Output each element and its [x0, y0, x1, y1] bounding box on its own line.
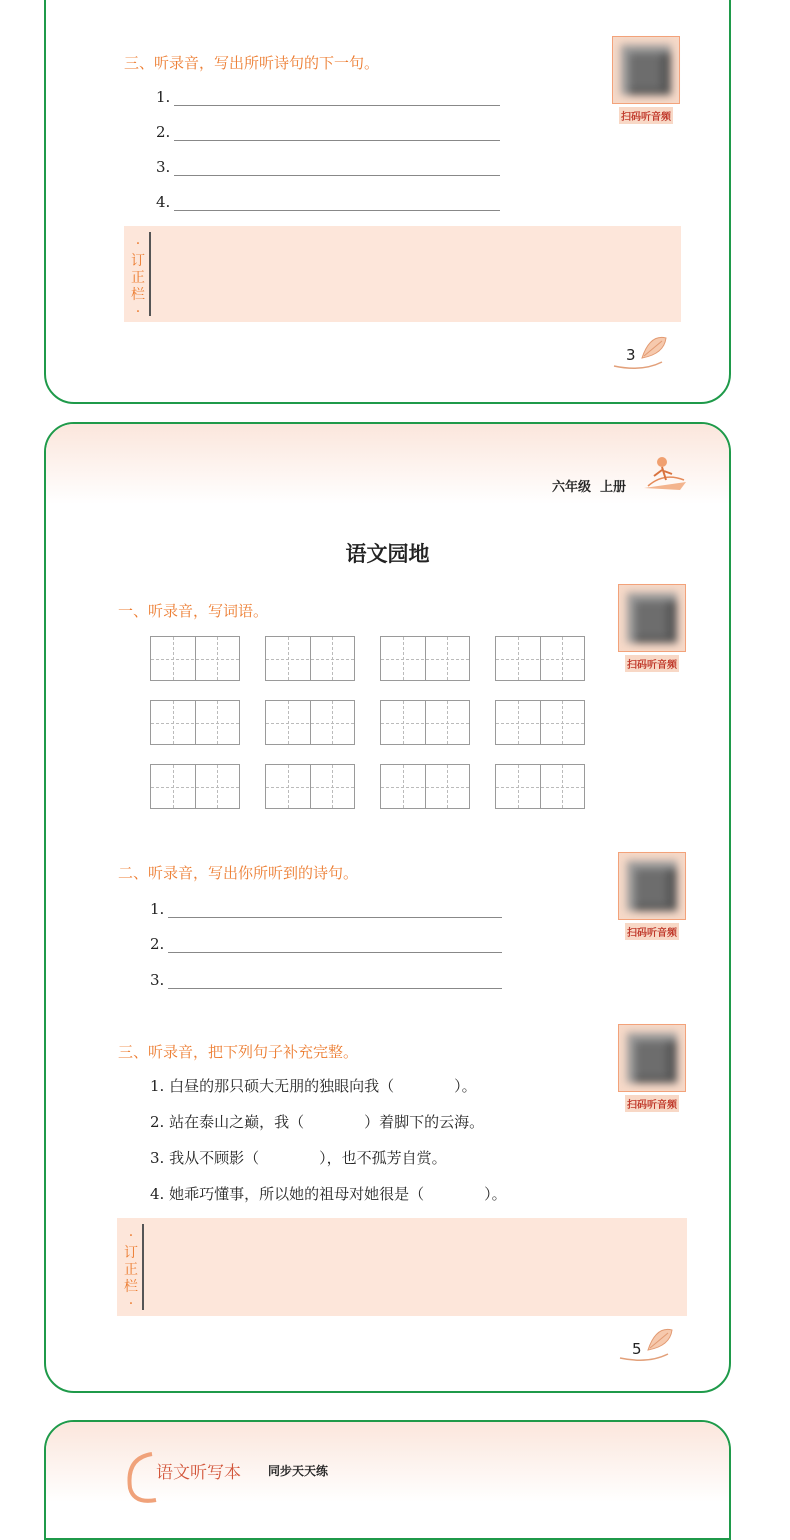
- writing-grid[interactable]: [150, 636, 240, 681]
- brand-subtitle: 同步天天练: [268, 1464, 329, 1478]
- section3-title: 三、听录音，把下列句子补充完整。: [118, 1043, 359, 1061]
- writing-grid[interactable]: [150, 764, 240, 809]
- page-card-3: [44, 0, 731, 404]
- correction-box[interactable]: [117, 1218, 687, 1316]
- writing-grid[interactable]: [265, 764, 355, 809]
- qr-code-audio[interactable]: 扫码听音频: [612, 36, 680, 124]
- brand-title: 语文听写本: [156, 1463, 241, 1483]
- reading-child-icon: [640, 452, 690, 492]
- page-number: 5: [632, 1340, 642, 1358]
- writing-grid[interactable]: [150, 700, 240, 745]
- answer-line[interactable]: 3.: [156, 158, 500, 176]
- qr-code-icon: [627, 861, 677, 911]
- page-card-next: [44, 1420, 731, 1540]
- writing-grid[interactable]: [495, 636, 585, 681]
- qr-code-icon: [627, 593, 677, 643]
- qr-code-icon: [627, 1033, 677, 1083]
- writing-grid[interactable]: [380, 764, 470, 809]
- answer-line[interactable]: 4.: [156, 193, 500, 211]
- fill-blank-sentence[interactable]: 4. 她乖巧懂事，所以她的祖母对她很是（ ）。: [150, 1185, 507, 1203]
- answer-line[interactable]: 2.: [150, 935, 502, 953]
- fill-blank-sentence[interactable]: 3. 我从不顾影（ ），也不孤芳自赏。: [150, 1149, 447, 1167]
- leaf-page-icon: [612, 332, 672, 372]
- writing-grid[interactable]: [265, 700, 355, 745]
- correction-label: ·订正栏·: [131, 236, 145, 320]
- correction-box[interactable]: [124, 226, 681, 322]
- page-number: 3: [626, 346, 636, 364]
- writing-grid[interactable]: [495, 764, 585, 809]
- writing-grid[interactable]: [380, 636, 470, 681]
- section3-title: 三、听录音，写出所听诗句的下一句。: [124, 54, 380, 72]
- answer-line[interactable]: 3.: [150, 971, 502, 989]
- correction-label: ·订正栏·: [124, 1228, 138, 1312]
- qr-code-icon: [621, 45, 671, 95]
- answer-line[interactable]: 1.: [156, 88, 500, 106]
- qr-code-audio[interactable]: 扫码听音频: [618, 1024, 686, 1112]
- leaf-page-icon: [618, 1324, 678, 1364]
- answer-line[interactable]: 1.: [150, 900, 502, 918]
- qr-code-audio[interactable]: 扫码听音频: [618, 584, 686, 672]
- qr-code-audio[interactable]: 扫码听音频: [618, 852, 686, 940]
- writing-grid[interactable]: [495, 700, 585, 745]
- writing-grid[interactable]: [265, 636, 355, 681]
- fill-blank-sentence[interactable]: 2. 站在泰山之巅，我（ ）着脚下的云海。: [150, 1113, 485, 1131]
- section1-title: 一、听录音，写词语。: [118, 602, 269, 620]
- writing-grid[interactable]: [380, 700, 470, 745]
- grade-label: 六年级 上册: [552, 480, 627, 495]
- fill-blank-sentence[interactable]: 1. 白昼的那只硕大无朋的独眼向我（ ）。: [150, 1077, 477, 1095]
- section2-title: 二、听录音，写出你所听到的诗句。: [118, 864, 359, 882]
- page-title: 语文园地: [345, 542, 430, 566]
- page-card-5: [44, 422, 731, 1393]
- answer-line[interactable]: 2.: [156, 123, 500, 141]
